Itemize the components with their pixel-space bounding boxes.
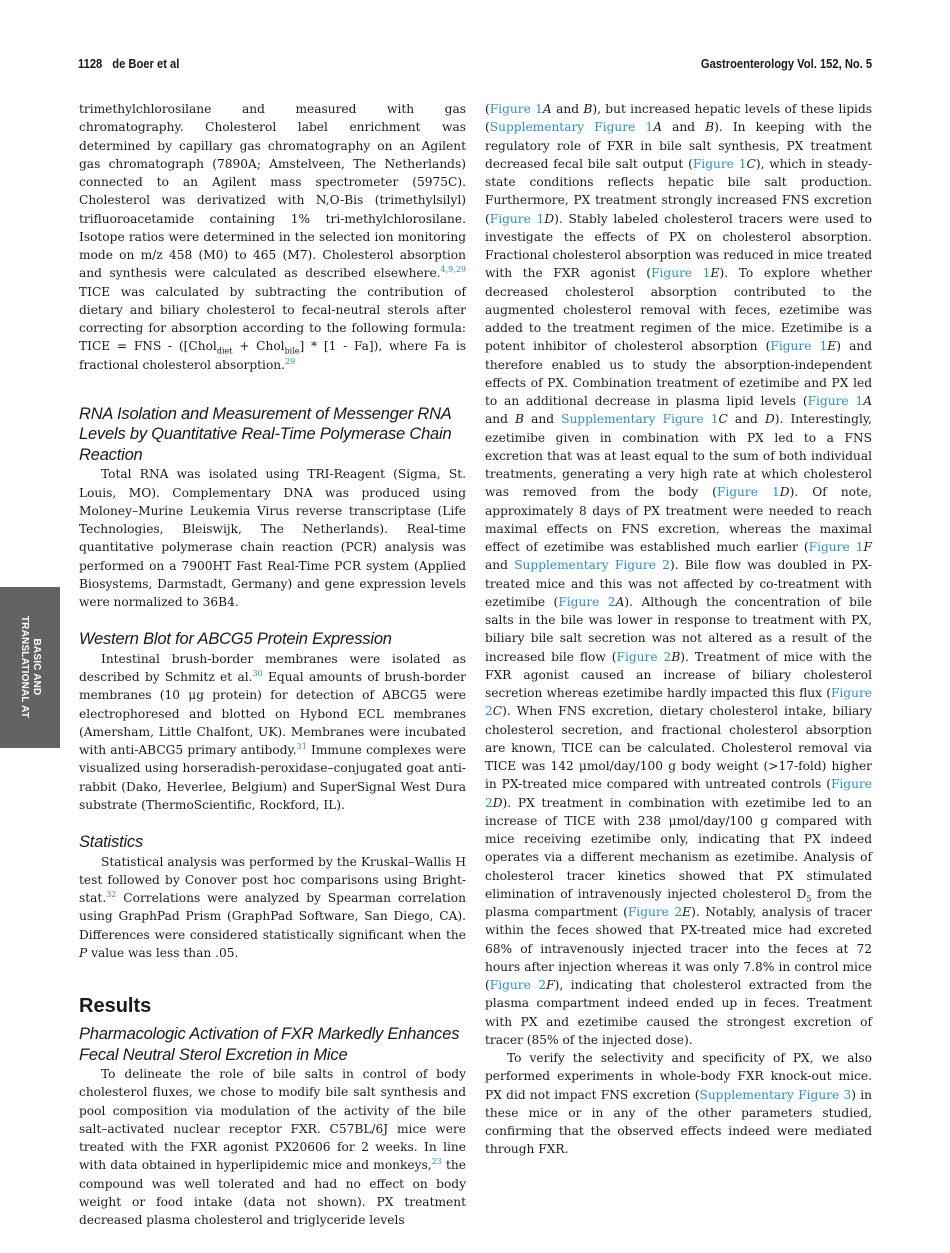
panel-letter: D	[779, 485, 790, 500]
side-tab-line-2: TRANSLATIONAL AT	[19, 615, 30, 719]
text-run: ] * [1 - Fa]), where Fa is fractional cholesterol absorption.	[79, 339, 467, 372]
page-number: 1128	[78, 56, 103, 71]
panel-letter: F	[546, 978, 555, 992]
text-run: Correlations were analyzed by Spearman correlation using GraphPad Prism (GraphPad Software, San Diego, CA). Differences were considered statistically significant when the	[79, 891, 466, 942]
panel-letter: E	[682, 905, 692, 919]
panel-letter: B	[671, 649, 681, 664]
text-run: and	[523, 412, 562, 427]
text-run: ). Treatment of mice with the FXR agonist caused an increase of biliary cholesterol secretion whereas ezetimibe hardly impacted this flux (	[485, 649, 872, 700]
panel-letter: E	[710, 266, 720, 281]
methods-continued-paragraph	[79, 100, 466, 374]
text-run: ). To explore whether decreased cholesterol absorption contributed to the augmented cholesterol removal with feces, ezetimibe was added to the treatment regimen of the mice. Ezetimibe is a potent inhibitor of cholesterol absorption (	[485, 266, 873, 354]
side-tab-label	[18, 616, 42, 718]
panel-letter: D	[764, 412, 775, 427]
text-run: Immune complexes were visualized using horseradish-peroxidase–conjugated goat anti-rabbit (Dako, Heverlee, Belgium) and SuperSignal West Dura substrate (ThermoScientific, Rockford, IL).	[79, 743, 466, 812]
text-run: value was less than .05.	[87, 945, 239, 960]
panel-letter: C	[746, 156, 756, 171]
panel-letter: E	[827, 339, 837, 354]
panel-letter: D	[492, 795, 503, 810]
panel-letter: F	[863, 540, 872, 554]
text-run: (	[485, 102, 490, 116]
western-blot-paragraph	[79, 650, 466, 814]
citation-ref-link[interactable]: 23	[431, 1157, 442, 1167]
text-run: ). Although the concentration of bile salts in the bile was lower in response to treatment with PX, biliary bile salt secretion was not altered as a result of the increased bile flow (	[485, 594, 872, 664]
panel-letter: A	[863, 394, 872, 408]
side-tab-line-1: BASIC AND	[31, 638, 42, 696]
text-run: ) and therefore enabled us to study the absorption-independent effects of PX. Combination treatment of ezetimibe and PX led to an additional decrease in plasma lipid levels (	[485, 339, 873, 408]
citation-ref-link[interactable]: 29	[285, 356, 296, 366]
text-run: Statistical analysis was performed by the Kruskal–Wallis H test followed by Conover post hoc comparisons using Bright-stat.	[79, 854, 466, 905]
text-run: from the plasma compartment (	[485, 886, 872, 919]
figure-link[interactable]: Figure 1	[770, 339, 828, 354]
text-run: ). In keeping with the regulatory role of FXR in bile salt synthesis, PX treatment decreased fecal bile salt output (	[485, 120, 872, 171]
panel-letter: C	[492, 704, 503, 719]
italic-p: P	[79, 945, 88, 960]
figure-link[interactable]: Figure 1	[692, 156, 747, 171]
text-run: + Chol	[232, 339, 285, 354]
text-run: ). Interestingly, ezetimibe given in combination with PX led to a FNS excretion that was at least equal to the sum of both individual treatments, generating a very high rate at which cholesterol was removed from the body (	[485, 412, 872, 500]
citation-ref-link[interactable]: 32	[106, 889, 117, 899]
statistics-heading: Statistics	[79, 833, 144, 851]
figure-link[interactable]: Figure 1	[489, 102, 543, 116]
author-line: de Boer et al	[112, 56, 180, 71]
text-run: and	[485, 558, 515, 573]
text-run: the compound was well tolerated and had no effect on body weight or food intake (data not shown). PX treatment decreased plasma cholesterol and triglyceride levels	[79, 1158, 466, 1227]
panel-letter: A	[542, 102, 552, 116]
left-column	[79, 100, 466, 1229]
text-run: ), but increased hepatic levels of these lipids (	[485, 102, 872, 135]
figure-link[interactable]: Figure 1	[808, 540, 864, 554]
subscript: diet	[216, 346, 233, 356]
text-run: ). Of note, approximately 8 days of PX treatment were needed to reach maximal effects on FNS excretion, whereas the maximal effect of ezetimibe was established much earlier (	[485, 485, 872, 554]
text-run: trimethylchlorosilane and measured with gas chromatography. Cholesterol label enrichment was determined by capillary gas chromatography on an Agilent gas chromatograph (7890A; Amstelveen, The Netherlands) connected to an Agilent mass spectrometer (5975C). Cholesterol was derivatized with N,O-Bis (trimethylsilyl) trifluoroacetamide containing 1% tri-methylchlorosilane. Isotope ratios were determined in the selected ion monitoring mode on m/z 458 (M0) to 465 (M7). Cholesterol absorption and synthesis were calculated as described elsewhere.	[79, 102, 466, 281]
results-subheading: Pharmacologic Activation of FXR Markedly Enhances Fecal Neutral Sterol Excretion in Mice	[79, 1025, 460, 1064]
text-run: ). Bile flow was doubled in PX-treated mice and this was not affected by co-treatment with ezetimibe (	[485, 558, 872, 609]
text-run: To verify the selectivity and specificity of PX, we also performed experiments in whole-body FXR knock-out mice. PX did not impact FNS excretion (	[485, 1051, 872, 1102]
panel-letter: B	[583, 102, 593, 116]
section-side-tab	[0, 587, 60, 748]
text-run: and	[662, 120, 706, 135]
figure-link[interactable]: Figure 1	[807, 394, 864, 408]
figure-link[interactable]: Figure 1	[651, 266, 711, 281]
subscript: bile	[284, 346, 300, 356]
text-run: TICE was calculated by subtracting the contribution of dietary and biliary cholesterol to fecal-neutral sterols after correcting for absorption according to the following formula: TICE = FNS - ([Chol	[79, 284, 466, 354]
rna-paragraph: Total RNA was isolated using TRI-Reagent (Sigma, St. Louis, MO). Complementary DNA was produced using Moloney–Murine Leukemia Virus reverse transcriptase (Life Technologies, Bleiswijk, The Netherlands). Real-time quantitative polymerase chain reaction (PCR) analysis was performed on a 7900HT Fast Real-Time PCR system (Applied Biosystems, Darmstadt, Germany) and gene expression levels were normalized to 36B4.	[79, 467, 466, 609]
statistics-paragraph	[79, 853, 466, 963]
figure-link[interactable]: Figure 1	[489, 211, 545, 226]
results-paragraph	[79, 1065, 466, 1229]
figure-link[interactable]: Figure 2	[616, 649, 672, 664]
supplementary-figure-link[interactable]: Supplementary Figure 3	[699, 1087, 852, 1102]
text-run: ) in these mice or in any of the other parameters studied, confirming that the observed effects indeed were mediated through FXR.	[485, 1087, 873, 1157]
text-run: and	[551, 102, 584, 116]
running-head	[78, 56, 761, 76]
supplementary-figure-link[interactable]: Supplementary Figure 1	[489, 120, 654, 135]
panel-letter: C	[718, 412, 728, 427]
text-run: ). When FNS excretion, dietary cholesterol intake, biliary cholesterol secretion, and fractional cholesterol absorption are known, TICE can be calculated. Cholesterol removal via TICE was 142 μmol/day/100 g body weight (>17-fold) higher in PX-treated mice compared with untreated controls (	[485, 704, 872, 792]
citation-ref-link[interactable]: 4,9,29	[440, 265, 466, 275]
results-heading: Results	[79, 995, 152, 1017]
figure-link[interactable]: Figure 2	[627, 905, 683, 919]
figure-link[interactable]: Figure 2	[489, 978, 547, 992]
western-blot-heading: Western Blot for ABCG5 Protein Expression	[79, 630, 392, 649]
figure-link[interactable]: Figure 2	[485, 686, 872, 719]
right-column	[485, 100, 872, 1159]
text-run: ), which in steady-state conditions reflects hepatic bile salt production. Furthermore, PX treatment strongly increased FNS excretion (	[485, 156, 872, 226]
citation-ref-link[interactable]: 31	[296, 741, 307, 751]
text-run: Equal amounts of brush-border membranes (10 μg protein) for detection of ABCG5 were electrophoresed and blotted on Hybond ECL membranes (Amersham, Little Chalfont, UK). Membranes were incubated with anti-ABCG5 primary antibody.	[79, 670, 466, 757]
subscript: 5	[806, 894, 812, 904]
panel-letter: A	[615, 594, 625, 609]
running-head-left	[78, 56, 179, 71]
text-run: To delineate the role of bile salts in control of body cholesterol fluxes, we chose to modify bile salt synthesis and pool composition via modulation of the activity of the bile salt–activated nuclear receptor FXR. C57BL/6J mice were treated with the FXR agonist PX20606 for 2 weeks. In line with data obtained in hyperlipidemic mice and monkeys,	[79, 1067, 466, 1173]
text-run: ). Notably, analysis of tracer within the feces showed that PX-treated mice had excreted 68% of intravenously injected tracer into the feces at 72 hours after injection whereas it was only 7.8% in control mice (	[485, 905, 873, 992]
text-run: and	[485, 412, 516, 427]
text-run: Intestinal brush-border membranes were isolated as described by Schmitz et al.	[79, 651, 466, 684]
text-run: ). PX treatment in combination with ezetimibe led to an increase of TICE with 238 μmol/day/100 g compared with mice receiving ezetimibe only, indicating that PX indeed operates via a different mechanism as ezetimibe. Analysis of cholesterol tracer kinetics showed that PX stimulated elimination of intravenously injected cholesterol D	[485, 795, 872, 901]
fxr-knockout-paragraph	[485, 1049, 872, 1159]
panel-letter: D	[544, 211, 555, 226]
journal-citation: Gastroenterology Vol. 152, No. 5	[700, 56, 872, 71]
panel-letter: B	[705, 120, 715, 135]
text-run: and	[727, 412, 765, 427]
figure-link[interactable]: Figure 2	[485, 777, 872, 810]
supplementary-figure-link[interactable]: Supplementary Figure 1	[561, 412, 719, 427]
panel-letter: B	[515, 412, 524, 427]
text-run: ). Stably labeled cholesterol tracers were used to investigate the effects of PX on cholesterol absorption. Fractional cholesterol absorption was reduced in mice treated with the FXR agonist (	[485, 211, 873, 281]
rna-section-heading: RNA Isolation and Measurement of Messenger RNA Levels by Quantitative Real-Time Polymerase Chain Reaction	[79, 404, 452, 464]
results-continued-paragraph	[485, 100, 872, 1049]
panel-letter: A	[653, 120, 662, 135]
figure-link[interactable]: Figure 2	[558, 594, 616, 609]
supplementary-figure-link[interactable]: Supplementary Figure 2	[514, 558, 670, 573]
text-run: ), indicating that cholesterol extracted from the plasma compartment indeed ended up in feces. Treatment with PX and ezetimibe caused the strongest excretion of tracer (85% of the injected dose).	[485, 978, 872, 1047]
figure-link[interactable]: Figure 1	[716, 485, 780, 500]
citation-ref-link[interactable]: 30	[252, 668, 263, 678]
